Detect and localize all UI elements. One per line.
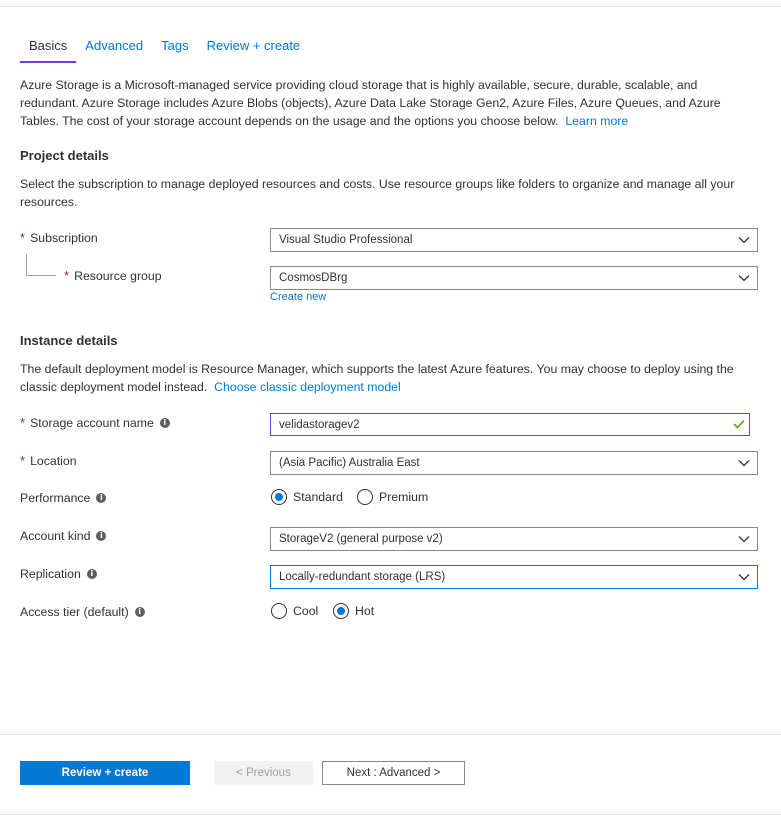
instance-details-heading: Instance details — [20, 333, 118, 348]
info-icon[interactable]: i — [96, 493, 106, 503]
tab-tags[interactable]: Tags — [161, 38, 189, 53]
access-tier-label-text: Access tier (default) — [20, 605, 129, 619]
tab-basics[interactable]: Basics — [20, 36, 76, 60]
location-dropdown[interactable] — [270, 451, 758, 475]
previous-button[interactable]: < Previous — [214, 761, 313, 785]
instance-description-text: The default deployment model is Resource Manager, which supports the latest Azure features. You may choose to deploy using the classic deployment model instead. — [20, 362, 734, 394]
info-icon[interactable]: i — [96, 531, 106, 541]
tree-connector-horizontal — [26, 275, 56, 276]
chevron-down-icon — [738, 572, 750, 582]
subscription-label-text: Subscription — [30, 230, 98, 245]
radio-unselected-icon — [271, 603, 287, 619]
storage-account-name-input[interactable] — [279, 416, 719, 433]
performance-premium-radio[interactable] — [357, 489, 428, 505]
resource-group-label — [64, 268, 162, 283]
required-asterisk: * — [20, 415, 26, 430]
chevron-down-icon — [738, 273, 750, 283]
radio-unselected-icon — [357, 489, 373, 505]
access-tier-hot-label: Hot — [355, 604, 375, 618]
required-asterisk: * — [20, 453, 26, 468]
access-tier-hot-radio[interactable] — [333, 603, 374, 619]
create-new-link[interactable]: Create new — [270, 291, 327, 303]
performance-label — [20, 491, 106, 505]
tab-review-create[interactable]: Review + create — [206, 38, 301, 53]
access-tier-label — [20, 605, 145, 619]
radio-selected-icon — [333, 603, 349, 619]
resource-group-label-text: Resource group — [74, 268, 162, 283]
info-icon[interactable]: i — [135, 607, 145, 617]
top-divider — [0, 6, 781, 7]
intro-paragraph — [20, 76, 750, 130]
account-kind-dropdown[interactable] — [270, 527, 758, 551]
storage-account-name-label — [20, 415, 170, 430]
subscription-value: Visual Studio Professional — [279, 234, 413, 246]
replication-label — [20, 567, 97, 581]
performance-standard-label: Standard — [293, 490, 343, 504]
performance-standard-radio[interactable] — [271, 489, 343, 505]
tab-advanced[interactable]: Advanced — [85, 38, 144, 53]
instance-description — [20, 360, 750, 396]
project-description: Select the subscription to manage deployed resources and costs. Use resource groups like folders to organize and manage all your resources. — [20, 177, 735, 209]
required-asterisk: * — [64, 268, 70, 283]
access-tier-cool-radio[interactable] — [271, 603, 318, 619]
tree-connector-vertical — [26, 254, 27, 275]
access-tier-cool-label: Cool — [293, 604, 319, 618]
project-details-heading: Project details — [20, 148, 109, 163]
location-label — [20, 453, 77, 468]
valid-check-icon — [733, 419, 745, 429]
storage-account-name-label-text: Storage account name — [30, 415, 154, 430]
intro-text: Azure Storage is a Microsoft-managed service providing cloud storage that is highly available, secure, durable, scalable, and redundant. Azure Storage includes Azure Blobs (objects), Azure Data Lake Storage Gen2, Azure Files, Azure Queues, and Azure Tables. The cost of your storage account depends on the usage and the options you choose below. — [20, 78, 721, 128]
storage-account-name-field[interactable] — [270, 413, 750, 436]
next-advanced-button[interactable]: Next : Advanced > — [322, 761, 465, 785]
chevron-down-icon — [738, 235, 750, 245]
resource-group-value: CosmosDBrg — [279, 272, 348, 284]
learn-more-link[interactable]: Learn more — [565, 114, 629, 128]
subscription-label — [20, 230, 98, 245]
location-label-text: Location — [30, 453, 77, 468]
account-kind-value: StorageV2 (general purpose v2) — [279, 533, 443, 545]
footer-divider — [0, 734, 781, 735]
required-asterisk: * — [20, 230, 26, 245]
resource-group-dropdown[interactable] — [270, 266, 758, 290]
info-icon[interactable]: i — [160, 418, 170, 428]
performance-premium-label: Premium — [379, 490, 429, 504]
chevron-down-icon — [738, 534, 750, 544]
account-kind-label — [20, 529, 106, 543]
subscription-dropdown[interactable] — [270, 228, 758, 252]
replication-dropdown[interactable] — [270, 565, 758, 589]
classic-deployment-link[interactable]: Choose classic deployment model — [214, 380, 401, 394]
performance-label-text: Performance — [20, 491, 91, 505]
chevron-down-icon — [738, 458, 750, 468]
bottom-divider — [0, 814, 781, 815]
account-kind-label-text: Account kind — [20, 529, 91, 543]
tab-bar — [20, 36, 309, 62]
radio-selected-icon — [271, 489, 287, 505]
location-value: (Asia Pacific) Australia East — [279, 457, 420, 469]
replication-value: Locally-redundant storage (LRS) — [279, 571, 446, 583]
info-icon[interactable]: i — [87, 569, 97, 579]
review-create-button[interactable]: Review + create — [20, 761, 190, 785]
replication-label-text: Replication — [20, 567, 81, 581]
